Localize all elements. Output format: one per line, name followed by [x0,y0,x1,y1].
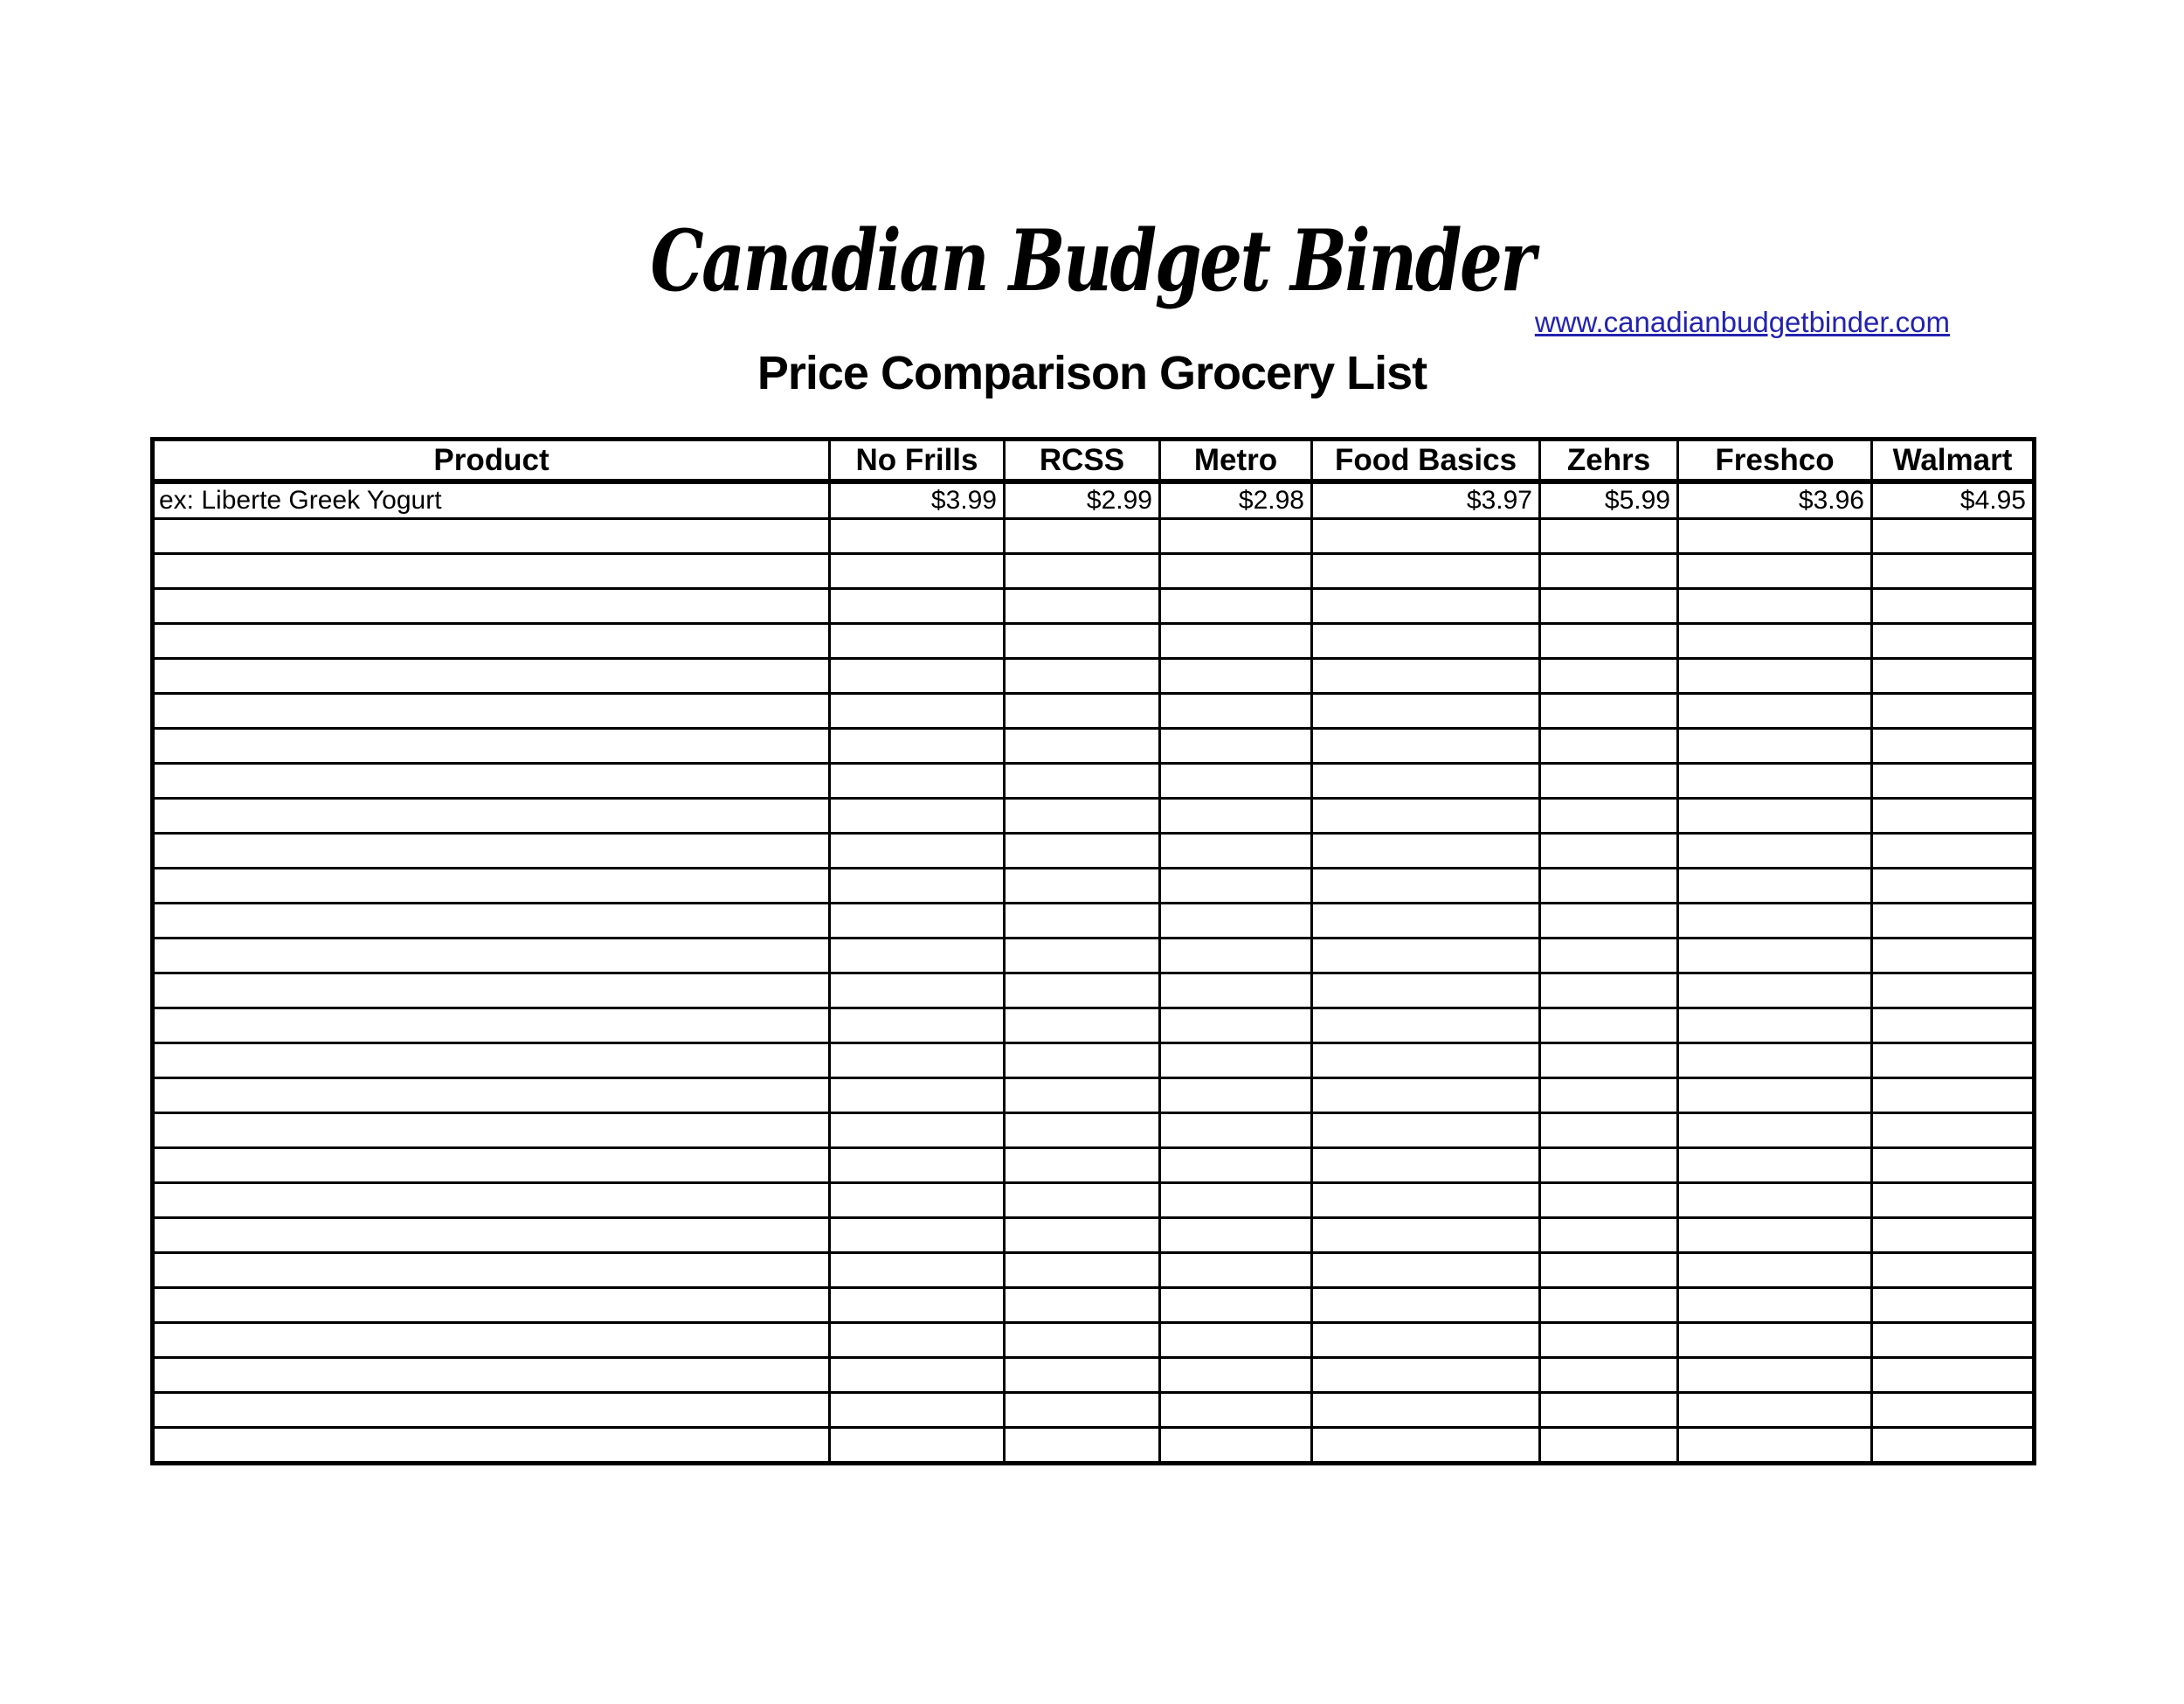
cell-price [1872,659,2035,694]
empty-table-row [153,589,2035,624]
cell-price [830,973,1005,1008]
cell-price [1312,939,1540,973]
cell-price [1160,1358,1312,1393]
cell-price [1678,1148,1872,1183]
cell-price: $2.99 [1005,481,1160,519]
cell-price [1312,1253,1540,1288]
cell-price [830,1183,1005,1218]
cell-price [1005,624,1160,659]
cell-price [1540,1218,1678,1253]
cell-price [1005,1253,1160,1288]
cell-price [1540,1323,1678,1358]
cell-price [1540,1428,1678,1464]
cell-price [1005,939,1160,973]
cell-product [153,1008,830,1043]
cell-price [1540,1253,1678,1288]
column-header-product: Product [153,440,830,482]
cell-price [1312,869,1540,904]
cell-price [830,729,1005,764]
cell-product [153,1113,830,1148]
cell-price [1678,1078,1872,1113]
cell-price [1678,589,1872,624]
cell-price [1005,1183,1160,1218]
cell-price [1312,834,1540,869]
cell-price [1312,764,1540,799]
cell-price [830,554,1005,589]
cell-price [1872,1078,2035,1113]
empty-table-row [153,799,2035,834]
cell-price [1005,799,1160,834]
cell-product [153,1358,830,1393]
empty-table-row [153,939,2035,973]
cell-price [1005,1428,1160,1464]
cell-product [153,694,830,729]
cell-product [153,1393,830,1428]
cell-product [153,1148,830,1183]
cell-price [1540,939,1678,973]
cell-price [1160,764,1312,799]
empty-table-row [153,1323,2035,1358]
cell-price [1678,1323,1872,1358]
cell-price [1160,1253,1312,1288]
cell-price [1678,869,1872,904]
cell-price [1312,1008,1540,1043]
price-comparison-table [150,437,2036,1465]
cell-price [1872,904,2035,939]
cell-product [153,1218,830,1253]
empty-table-row [153,519,2035,554]
cell-price [1312,1078,1540,1113]
cell-price [1160,659,1312,694]
cell-price: $3.99 [830,481,1005,519]
cell-price [1678,1288,1872,1323]
empty-table-row [153,1043,2035,1078]
cell-price [830,589,1005,624]
cell-price [1312,1358,1540,1393]
cell-product [153,554,830,589]
cell-price [1540,1113,1678,1148]
cell-price [1540,869,1678,904]
cell-price [1160,1008,1312,1043]
cell-price [830,624,1005,659]
empty-table-row [153,1358,2035,1393]
cell-product [153,729,830,764]
cell-price [1160,729,1312,764]
cell-price [1005,1078,1160,1113]
cell-price [1872,1148,2035,1183]
cell-product [153,1043,830,1078]
cell-price [1872,1113,2035,1148]
cell-product [153,764,830,799]
cell-price [830,1393,1005,1428]
cell-product: ex: Liberte Greek Yogurt [153,481,830,519]
cell-price [1312,973,1540,1008]
cell-price [1678,1183,1872,1218]
cell-price [1160,1183,1312,1218]
table-body [153,481,2035,519]
cell-price [1005,659,1160,694]
cell-price [1678,1358,1872,1393]
cell-price [1540,1183,1678,1218]
cell-product [153,1078,830,1113]
empty-table-row [153,1288,2035,1323]
table-header-row [153,440,2035,482]
cell-price [1160,834,1312,869]
cell-price [1160,1148,1312,1183]
cell-price [1872,1288,2035,1323]
empty-rows [153,519,2035,1464]
cell-price [1872,519,2035,554]
cell-price [1540,1148,1678,1183]
cell-price [1540,589,1678,624]
cell-price [1160,939,1312,973]
cell-price [1160,1393,1312,1428]
cell-price [1160,1428,1312,1464]
cell-price [1540,1043,1678,1078]
cell-price [1872,1008,2035,1043]
cell-price [1005,1218,1160,1253]
cell-price [830,799,1005,834]
cell-price: $3.97 [1312,481,1540,519]
column-header-no-frills: No Frills [830,440,1005,482]
cell-product [153,799,830,834]
cell-price [1678,1218,1872,1253]
cell-price [830,1148,1005,1183]
cell-price [830,1358,1005,1393]
cell-price [1160,799,1312,834]
cell-price [1540,659,1678,694]
cell-price [830,904,1005,939]
empty-table-row [153,1113,2035,1148]
column-header-food-basics: Food Basics [1312,440,1540,482]
cell-price: $4.95 [1872,481,2035,519]
cell-price [1312,1113,1540,1148]
page-title: Price Comparison Grocery List [757,347,1427,399]
cell-price: $3.96 [1678,481,1872,519]
cell-price [1678,904,1872,939]
cell-product [153,1253,830,1288]
cell-product [153,834,830,869]
cell-price [1005,973,1160,1008]
cell-price [830,1008,1005,1043]
cell-price [1312,1043,1540,1078]
cell-price [1312,1218,1540,1253]
cell-price [1005,1008,1160,1043]
cell-price [1678,624,1872,659]
example-row [153,481,2035,519]
empty-table-row [153,834,2035,869]
cell-price [1005,1043,1160,1078]
cell-product [153,904,830,939]
cell-price [830,1218,1005,1253]
cell-price [1540,519,1678,554]
cell-price [1005,1358,1160,1393]
empty-table-row [153,624,2035,659]
cell-price [1678,1428,1872,1464]
cell-price [1312,694,1540,729]
cell-price [1540,1288,1678,1323]
cell-product [153,589,830,624]
cell-price [1312,1288,1540,1323]
website-link[interactable]: www.canadianbudgetbinder.com [1534,306,1950,338]
cell-price [1678,1113,1872,1148]
cell-price [1312,1428,1540,1464]
cell-product [153,869,830,904]
cell-price [1678,729,1872,764]
empty-table-row [153,729,2035,764]
empty-table-row [153,1148,2035,1183]
cell-price [1872,799,2035,834]
cell-price [1160,904,1312,939]
cell-price [1540,1008,1678,1043]
cell-price [1005,589,1160,624]
brand-title: Canadian Budget Binder [650,211,1534,310]
cell-product [153,1323,830,1358]
cell-price [1540,554,1678,589]
cell-price [830,694,1005,729]
cell-price [1160,1218,1312,1253]
cell-price [1312,554,1540,589]
cell-product [153,659,830,694]
cell-price [1540,1078,1678,1113]
cell-price [830,1113,1005,1148]
cell-price [1678,659,1872,694]
cell-price [1872,1253,2035,1288]
cell-product [153,973,830,1008]
cell-price [1005,869,1160,904]
empty-table-row [153,659,2035,694]
cell-price [1312,1148,1540,1183]
column-header-rcss: RCSS [1005,440,1160,482]
cell-price [1872,1428,2035,1464]
cell-price [1312,624,1540,659]
cell-price [1678,1253,1872,1288]
cell-price [1872,729,2035,764]
empty-table-row [153,1393,2035,1428]
column-header-walmart: Walmart [1872,440,2035,482]
cell-price [1005,1148,1160,1183]
empty-table-row [153,1218,2035,1253]
cell-price [1312,904,1540,939]
column-header-freshco: Freshco [1678,440,1872,482]
cell-price [1160,519,1312,554]
cell-price [830,939,1005,973]
cell-price [1872,834,2035,869]
cell-price [830,1323,1005,1358]
empty-table-row [153,904,2035,939]
cell-price [1872,869,2035,904]
cell-price [1678,799,1872,834]
cell-price [1872,764,2035,799]
cell-price [1005,519,1160,554]
cell-price [1678,554,1872,589]
cell-price [1005,694,1160,729]
cell-price [1005,1393,1160,1428]
cell-price [1160,1043,1312,1078]
cell-price [1678,1008,1872,1043]
cell-price [1160,554,1312,589]
empty-table-row [153,764,2035,799]
cell-price [1872,1358,2035,1393]
cell-product [153,1183,830,1218]
cell-price [1872,1043,2035,1078]
cell-price [830,1253,1005,1288]
empty-table-row [153,973,2035,1008]
cell-price: $2.98 [1160,481,1312,519]
empty-table-row [153,1008,2035,1043]
cell-price [1005,1113,1160,1148]
cell-price [1160,589,1312,624]
cell-price [1005,1288,1160,1323]
cell-price [830,1288,1005,1323]
cell-price [1872,589,2035,624]
cell-price [1678,834,1872,869]
cell-price [1160,624,1312,659]
cell-price [1312,1323,1540,1358]
cell-price [1872,694,2035,729]
cell-price [1160,869,1312,904]
cell-product [153,939,830,973]
cell-price [1312,1393,1540,1428]
cell-price [1872,973,2035,1008]
cell-price [830,834,1005,869]
column-header-metro: Metro [1160,440,1312,482]
cell-price [1872,1393,2035,1428]
cell-price [1312,659,1540,694]
cell-price [1312,1183,1540,1218]
cell-price [1312,729,1540,764]
cell-price [1540,973,1678,1008]
cell-price [1005,729,1160,764]
cell-price [1678,1393,1872,1428]
cell-price [1872,939,2035,973]
cell-price: $5.99 [1540,481,1678,519]
empty-table-row [153,554,2035,589]
cell-price [1312,519,1540,554]
empty-table-row [153,1078,2035,1113]
cell-price [1872,554,2035,589]
cell-price [1005,554,1160,589]
cell-price [1540,729,1678,764]
cell-price [1312,799,1540,834]
cell-product [153,1428,830,1464]
cell-price [1540,799,1678,834]
cell-price [830,869,1005,904]
cell-price [1678,973,1872,1008]
cell-price [1005,764,1160,799]
empty-table-row [153,1183,2035,1218]
cell-price [1678,764,1872,799]
cell-price [1005,1323,1160,1358]
cell-price [1540,624,1678,659]
cell-price [830,659,1005,694]
cell-price [1678,519,1872,554]
cell-price [1160,1323,1312,1358]
empty-table-row [153,1428,2035,1464]
cell-price [830,519,1005,554]
cell-price [1872,624,2035,659]
column-header-zehrs: Zehrs [1540,440,1678,482]
cell-price [1312,589,1540,624]
cell-price [1005,834,1160,869]
cell-price [1160,1288,1312,1323]
cell-price [1540,764,1678,799]
cell-price [1160,973,1312,1008]
cell-product [153,519,830,554]
cell-price [1540,694,1678,729]
cell-price [1005,904,1160,939]
cell-price [1540,834,1678,869]
cell-price [1540,1393,1678,1428]
cell-price [1160,1078,1312,1113]
empty-table-row [153,694,2035,729]
cell-price [1160,1113,1312,1148]
cell-price [1540,904,1678,939]
cell-price [830,1043,1005,1078]
cell-price [1872,1323,2035,1358]
cell-price [830,1428,1005,1464]
cell-price [1872,1218,2035,1253]
cell-price [1678,694,1872,729]
empty-table-row [153,1253,2035,1288]
cell-product [153,1288,830,1323]
cell-price [830,1078,1005,1113]
cell-price [1540,1358,1678,1393]
cell-price [1678,939,1872,973]
cell-product [153,624,830,659]
empty-table-row [153,869,2035,904]
cell-price [1872,1183,2035,1218]
cell-price [1678,1043,1872,1078]
cell-price [1160,694,1312,729]
cell-price [830,764,1005,799]
